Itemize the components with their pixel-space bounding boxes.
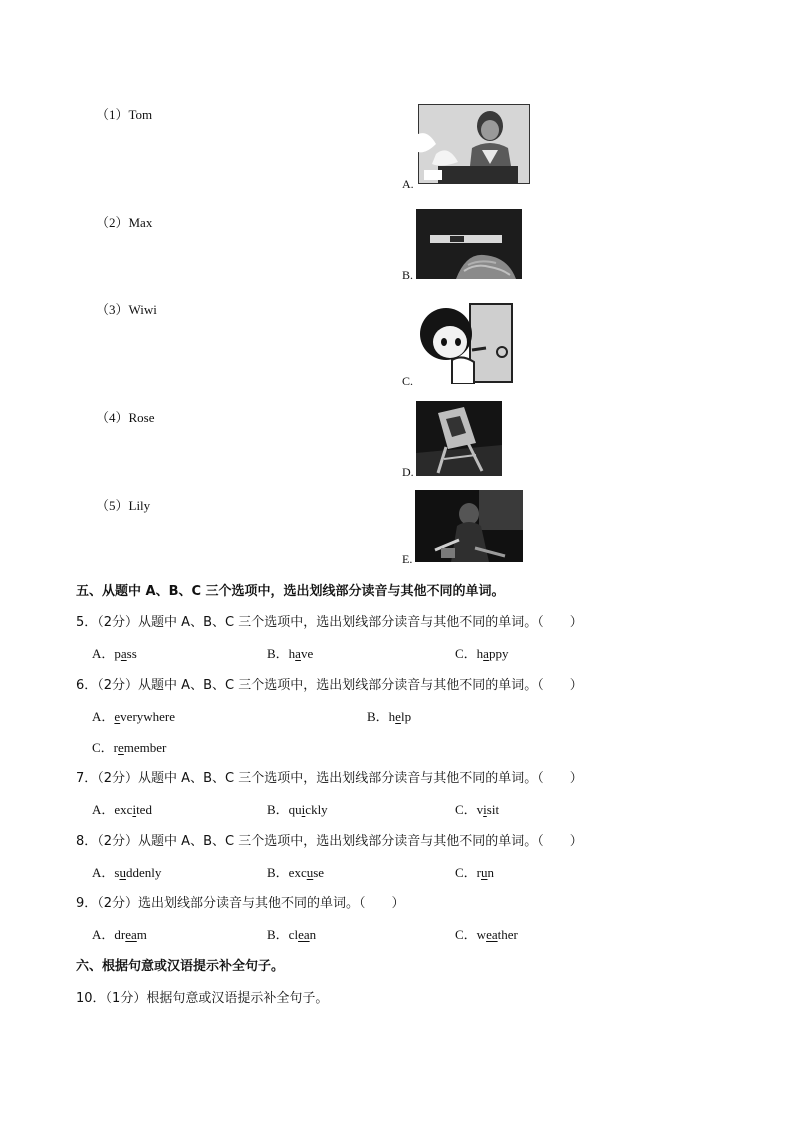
q8-option-a[interactable]: A．suddenly <box>92 865 162 880</box>
name-tom: （1）Tom <box>96 107 153 122</box>
q8-option-b[interactable]: B．excuse <box>267 865 325 880</box>
picture-e-dark-figure <box>415 490 523 562</box>
picture-a-woman-at-desk <box>418 104 530 184</box>
name-lily: （5）Lily <box>96 498 151 513</box>
question-7-stem: 7．（2分）从题中 A、B、C 三个选项中，选出划线部分读音与其他不同的单词。（ ） <box>76 771 583 786</box>
option-letter-e: E. <box>402 552 413 566</box>
picture-b-dark-scene <box>416 209 522 279</box>
q9-option-a[interactable]: A．dream <box>92 927 147 942</box>
q8-option-c[interactable]: C．run <box>455 865 495 880</box>
picture-d-easel <box>416 401 502 476</box>
option-letter-a: A. <box>402 177 414 191</box>
option-letter-b: B. <box>402 268 414 282</box>
name-wiwi: （3）Wiwi <box>96 302 157 317</box>
question-9-stem: 9．（2分）选出划线部分读音与其他不同的单词。（ ） <box>76 896 405 911</box>
picture-c-boy-at-door <box>416 302 514 384</box>
q7-option-b[interactable]: B．quickly <box>267 802 328 817</box>
question-5-stem: 5．（2分）从题中 A、B、C 三个选项中，选出划线部分读音与其他不同的单词。（ ） <box>76 615 583 630</box>
option-letter-d: D. <box>402 465 414 479</box>
q9-option-b[interactable]: B．clean <box>267 927 317 942</box>
name-rose: （4）Rose <box>96 410 155 425</box>
question-8-stem: 8．（2分）从题中 A、B、C 三个选项中，选出划线部分读音与其他不同的单词。（ ） <box>76 834 583 849</box>
q7-option-a[interactable]: A．excited <box>92 802 152 817</box>
q6-option-a[interactable]: A．everywhere <box>92 709 176 724</box>
q9-option-c[interactable]: C．weather <box>455 927 518 942</box>
q5-option-c[interactable]: C．happy <box>455 646 509 661</box>
question-10-stem: 10．（1分）根据句意或汉语提示补全句子。 <box>76 991 329 1006</box>
section-6-title: 六、根据句意或汉语提示补全句子。 <box>76 959 285 974</box>
q5-option-b[interactable]: B．have <box>267 646 314 661</box>
question-6-stem: 6．（2分）从题中 A、B、C 三个选项中，选出划线部分读音与其他不同的单词。（ ） <box>76 678 583 693</box>
q6-option-b[interactable]: B．help <box>367 709 412 724</box>
option-letter-c: C. <box>402 374 414 388</box>
name-max: （2）Max <box>96 215 153 230</box>
q7-option-c[interactable]: C．visit <box>455 802 500 817</box>
section-5-title: 五、从题中 A、B、C 三个选项中，选出划线部分读音与其他不同的单词。 <box>76 584 505 599</box>
q5-option-a[interactable]: A．pass <box>92 646 137 661</box>
q6-option-c[interactable]: C．remember <box>92 740 167 755</box>
